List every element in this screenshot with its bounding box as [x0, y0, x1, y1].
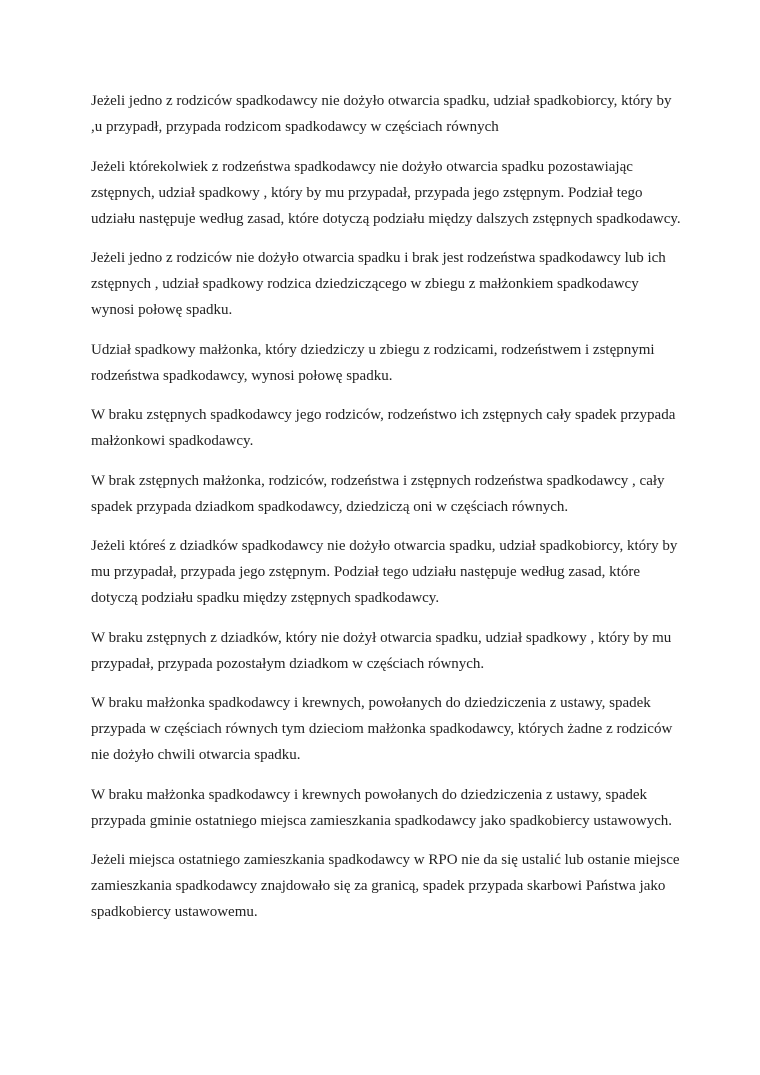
paragraph-3: Jeżeli jedno z rodziców nie dożyło otwarcia spadku i brak jest rodzeństwa spadkodawcy lub ich zstępnych , udział spadkowy rodzica dziedziczącego w zbiegu z małżonkiem spadkodawcy wynosi połowę spadku. — [91, 250, 666, 318]
paragraph-6: W brak zstępnych małżonka, rodziców, rodzeństwa i zstępnych rodzeństwa spadkodawcy , cały spadek przypada dziadkom spadkodawcy, dziedziczą oni w częściach równych. — [91, 472, 665, 515]
paragraph-8: W braku zstępnych z dziadków, który nie dożył otwarcia spadku, udział spadkowy , który by mu przypadał, przypada pozostałym dziadkom w częściach równych. — [91, 629, 672, 672]
paragraph-9: W braku małżonka spadkodawcy i krewnych, powołanych do dziedziczenia z ustawy, spadek przypada w częściach równych tym dzieciom małżonka spadkodawcy, których żadne z rodziców nie dożyło chwili otwarcia spadku. — [91, 695, 673, 763]
paragraph-4: Udział spadkowy małżonka, który dziedziczy u zbiegu z rodzicami, rodzeństwem i zstępnymi rodzeństwa spadkodawcy, wynosi połowę spadku. — [91, 341, 655, 384]
paragraph-10: W braku małżonka spadkodawcy i krewnych powołanych do dziedziczenia z ustawy, spadek przypada gminie ostatniego miejsca zamieszkania spadkodawcy jako spadkobiercy ustawowych. — [91, 786, 673, 829]
paragraph-1: Jeżeli jedno z rodziców spadkodawcy nie dożyło otwarcia spadku, udział spadkobiorcy, który by ,u przypadł, przypada rodzicom spadkodawcy w częściach równych — [91, 93, 672, 135]
paragraph-7: Jeżeli któreś z dziadków spadkodawcy nie dożyło otwarcia spadku, udział spadkobiorcy, który by mu przypadał, przypada jego zstępnym. Podział tego udziału następuje według zasad, które dotyczą podziału spadku między zstępnych spadkodawcy. — [91, 538, 678, 606]
paragraph-11: Jeżeli miejsca ostatniego zamieszkania spadkodawcy w RPO nie da się ustalić lub ostanie miejsce zamieszkania spadkodawcy znajdowało się za granicą, spadek przypada skarbowi Państwa jako spadkobiercy ustawowemu. — [91, 852, 680, 920]
paragraph-2: Jeżeli którekolwiek z rodzeństwa spadkodawcy nie dożyło otwarcia spadku pozostawiając zstępnych, udział spadkowy , który by mu przypadał, przypada jego zstępnym. Podział tego udziału następuje według zasad, które dotyczą podziału między dalszych zstępnych spadkodawcy. — [91, 158, 681, 227]
document-body — [91, 88, 681, 939]
paragraph-5: W braku zstępnych spadkodawcy jego rodziców, rodzeństwo ich zstępnych cały spadek przypada małżonkowi spadkodawcy. — [91, 407, 676, 449]
